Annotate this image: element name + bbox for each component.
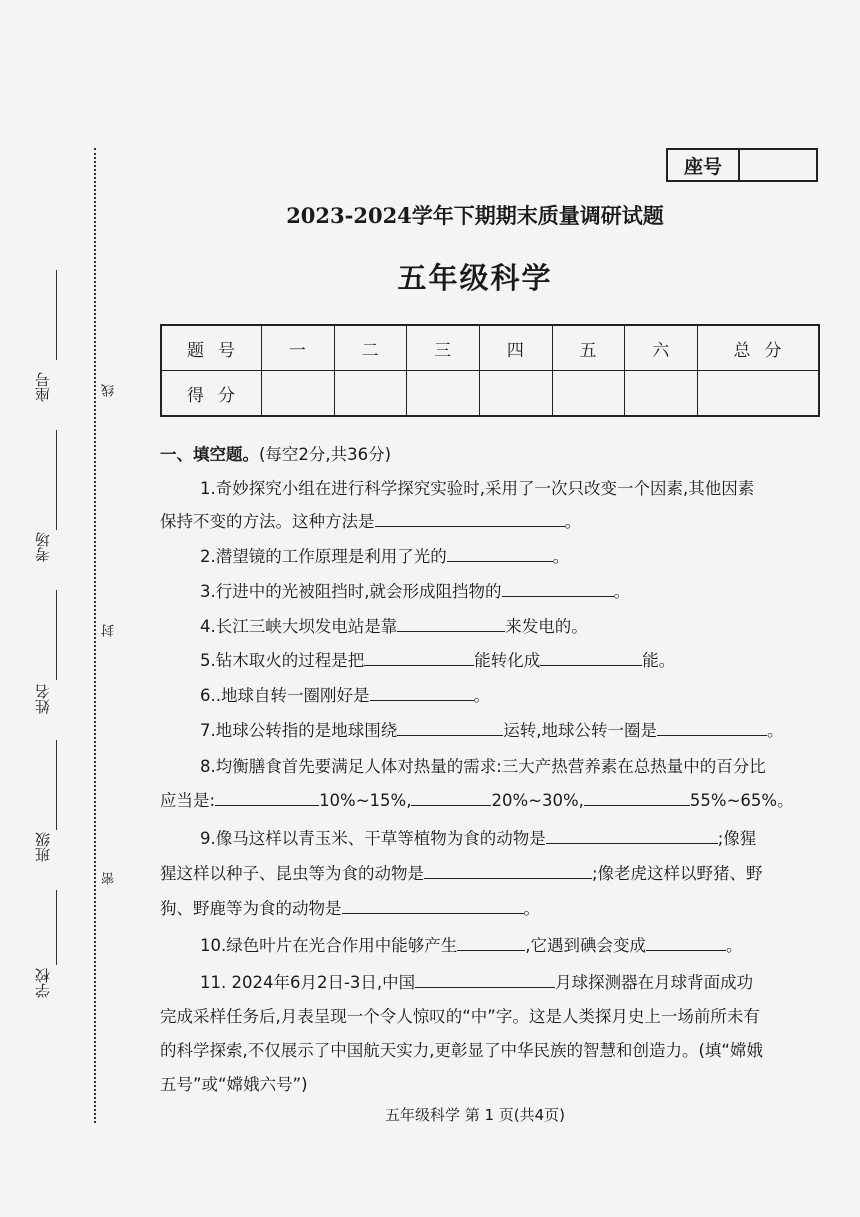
seat-fill-line: [56, 270, 57, 360]
q8-pct-1: 10%~15%,: [319, 791, 412, 810]
q5-text-b: 能转化成: [474, 651, 541, 670]
q7-end: 。: [767, 721, 784, 740]
margin-school-label: 学校: [34, 968, 52, 998]
score-table: [160, 324, 820, 417]
question-3: [160, 575, 820, 608]
question-11-line2: [160, 1000, 820, 1033]
q11-text-b: 月球探测器在月球背面成功: [555, 973, 754, 992]
score-cell[interactable]: [625, 371, 698, 417]
q9-text-b: ;像猩: [717, 829, 757, 848]
q10-blank-1[interactable]: [457, 932, 525, 951]
q11-text-a: 11. 2024年6月2日-3日,中国: [200, 973, 416, 992]
seal-char-mi: 密: [102, 872, 117, 885]
seal-char-feng: 封: [102, 624, 117, 637]
cell-q2: 二: [334, 325, 407, 371]
q8-blank-1[interactable]: [215, 787, 319, 806]
q2-blank[interactable]: [447, 543, 553, 562]
q2-text: 2.潜望镜的工作原理是利用了光的: [200, 547, 447, 566]
q4-text-b: 来发电的。: [505, 617, 588, 636]
score-table-score-row: [161, 371, 819, 417]
question-10: [160, 929, 820, 962]
section-1-heading: [160, 438, 820, 471]
q7-text-b: 运转,地球公转一圈是: [503, 721, 657, 740]
room-fill-line: [56, 430, 57, 530]
q8-pct-2: 20%~30%,: [491, 791, 584, 810]
cell-score-label: 得分: [161, 371, 262, 417]
q6-blank[interactable]: [370, 682, 474, 701]
question-8-line2: [160, 784, 820, 817]
q7-blank-2[interactable]: [657, 717, 767, 736]
q9-text-e: 狗、野鹿等为食的动物是: [160, 899, 342, 918]
q5-blank-2[interactable]: [540, 647, 642, 666]
question-1: [160, 472, 820, 505]
score-cell[interactable]: [698, 371, 819, 417]
question-11: [160, 966, 820, 999]
q7-blank-1[interactable]: [397, 717, 503, 736]
score-cell[interactable]: [262, 371, 335, 417]
q7-text-a: 7.地球公转指的是地球围绕: [200, 721, 398, 740]
class-fill-line: [56, 740, 57, 830]
question-11-line3: [160, 1034, 820, 1067]
q9-text-c: 猩这样以种子、昆虫等为食的动物是: [160, 864, 424, 883]
seat-number-box: [666, 148, 818, 182]
cell-q5: 五: [552, 325, 625, 371]
q10-text-a: 10.绿色叶片在光合作用中能够产生: [200, 936, 458, 955]
q11-text-e: 五号”或“嫦娥六号”): [160, 1075, 308, 1094]
seat-box-value[interactable]: [740, 150, 816, 180]
score-cell[interactable]: [480, 371, 553, 417]
q11-blank[interactable]: [415, 969, 555, 988]
score-cell[interactable]: [552, 371, 625, 417]
q9-blank-2[interactable]: [424, 860, 592, 879]
binding-dotted-line: [94, 148, 96, 1123]
q3-end: 。: [613, 582, 630, 601]
score-cell[interactable]: [334, 371, 407, 417]
q4-text-a: 4.长江三峡大坝发电站是靠: [200, 617, 398, 636]
q1-blank[interactable]: [375, 508, 565, 527]
q8-text-b: 应当是:: [160, 791, 216, 810]
margin-class-label: 班级: [34, 832, 52, 862]
cell-total: 总分: [698, 325, 819, 371]
cell-q1: 一: [262, 325, 335, 371]
question-11-line4: [160, 1068, 820, 1101]
q10-end: 。: [726, 936, 743, 955]
q5-text-c: 能。: [642, 651, 676, 670]
question-9-line3: [160, 892, 820, 925]
q8-blank-3[interactable]: [584, 787, 690, 806]
q6-end: 。: [473, 686, 490, 705]
question-9-line2: [160, 857, 820, 890]
q8-pct-3: 55%~65%。: [689, 791, 794, 810]
question-7: [160, 714, 820, 747]
q9-text-a: 9.像马这样以青玉米、干草等植物为食的动物是: [200, 829, 546, 848]
q11-text-c: 完成采样任务后,月表呈现一个令人惊叹的“中”字。这是人类探月史上一场前所未有: [160, 1007, 760, 1026]
cell-q6: 六: [625, 325, 698, 371]
question-9: [160, 822, 820, 855]
section-1-title: 一、填空题。: [160, 445, 259, 464]
q10-blank-2[interactable]: [646, 932, 726, 951]
q9-text-d: ;像老虎这样以野猪、野: [592, 864, 763, 883]
seal-char-xian: 线: [102, 384, 117, 397]
q8-text-a: 8.均衡膳食首先要满足人体对热量的需求:三大产热营养素在总热量中的百分比: [200, 757, 766, 776]
question-1-line2: [160, 505, 820, 538]
q3-text: 3.行进中的光被阻挡时,就会形成阻挡物的: [200, 582, 502, 601]
seat-box-label: 座号: [668, 150, 740, 180]
question-4: [160, 610, 820, 643]
q5-text-a: 5.钻木取火的过程是把: [200, 651, 365, 670]
cell-q4: 四: [480, 325, 553, 371]
q3-blank[interactable]: [502, 578, 614, 597]
q8-blank-2[interactable]: [411, 787, 491, 806]
q1-text-a: 1.奇妙探究小组在进行科学探究实验时,采用了一次只改变一个因素,其他因素: [200, 479, 755, 498]
q10-text-b: ,它遇到碘会变成: [525, 936, 646, 955]
q9-blank-3[interactable]: [342, 895, 524, 914]
q2-end: 。: [552, 547, 570, 566]
question-8: [160, 750, 820, 783]
subject-title: 五年级科学: [397, 261, 553, 295]
exam-title: 2023-2024学年下期期末质量调研试题: [286, 203, 664, 228]
q6-text: 6..地球自转一圈刚好是: [200, 686, 370, 705]
question-2: [160, 540, 820, 573]
question-5: [160, 644, 820, 677]
margin-room-label: 考场: [34, 532, 52, 562]
q9-end: 。: [523, 899, 540, 918]
cell-q3: 三: [407, 325, 480, 371]
question-6: [160, 679, 820, 712]
q5-blank-1[interactable]: [364, 647, 474, 666]
margin-name-label: 姓名: [34, 684, 52, 714]
q9-blank-1[interactable]: [546, 825, 718, 844]
score-cell[interactable]: [407, 371, 480, 417]
cell-question-number: 题号: [161, 325, 262, 371]
q11-text-d: 的科学探索,不仅展示了中国航天实力,更彰显了中华民族的智慧和创造力。(填“嫦娥: [160, 1041, 763, 1060]
school-fill-line: [56, 890, 57, 965]
margin-seat-label: 座号: [34, 372, 52, 402]
q1-text-b: 保持不变的方法。这种方法是: [160, 512, 375, 531]
name-fill-line: [56, 590, 57, 680]
page-footer: 五年级科学 第 1 页(共4页): [384, 1106, 566, 1124]
q1-end: 。: [564, 512, 581, 531]
q4-blank[interactable]: [397, 613, 505, 632]
score-table-header-row: [161, 325, 819, 371]
section-1-note: (每空2分,共36分): [259, 445, 392, 464]
